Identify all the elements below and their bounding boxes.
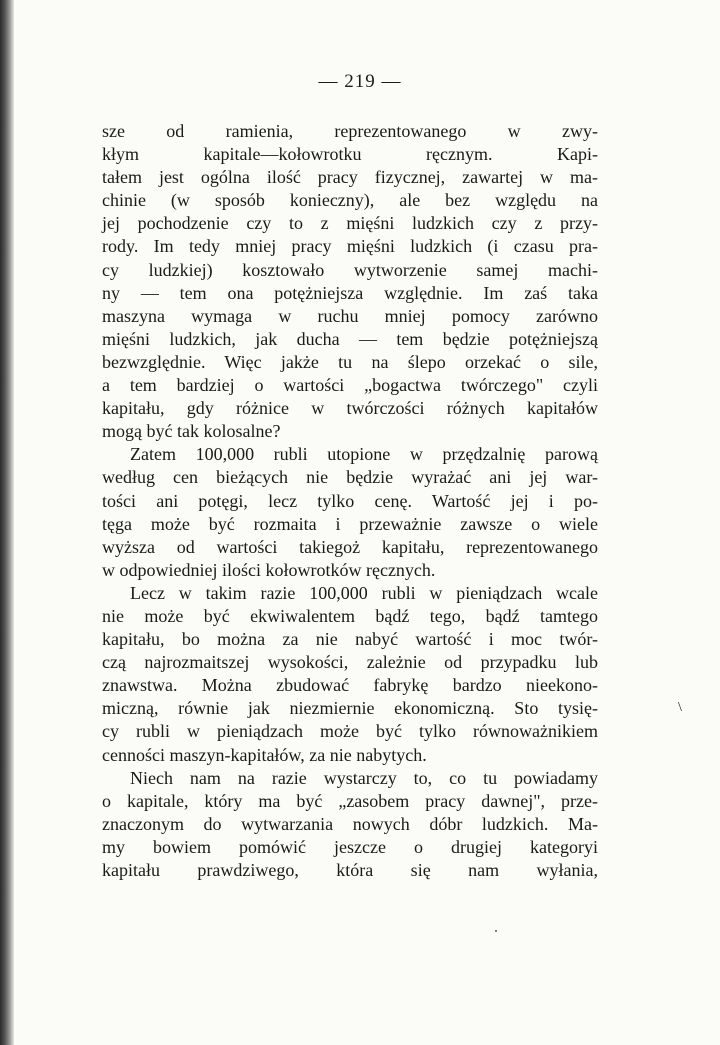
text-line: wyższa od wartości takiegoż kapitału, reprezentowanego	[102, 536, 598, 557]
text-line: jej pochodzenie czy to z mięśni ludzkich czy z przy-	[102, 213, 598, 234]
text-line: o kapitale, który ma być „zasobem pracy dawnej", prze-	[102, 790, 598, 811]
ink-speck	[495, 930, 497, 932]
text-line: znawstwa. Można zbudować fabrykę bardzo nieekono-	[102, 675, 598, 696]
text-line: cy ludzkiej) kosztowało wytworzenie samej machi-	[102, 259, 598, 280]
text-line: miczną, równie jak niezmiernie ekonomiczną. Sto tysię-	[102, 698, 598, 719]
text-line: według cen bieżących nie będzie wyrażać ani jej war-	[102, 467, 598, 488]
text-line: tości ani potęgi, lecz tylko cenę. Wartość jej i po-	[102, 490, 598, 511]
text-line: a tem bardziej o wartości „bogactwa twórczego" czyli	[102, 375, 598, 396]
text-line: mięśni ludzkich, jak ducha — tem będzie potężniejszą	[102, 328, 598, 349]
text-line: kapitału, gdy różnice w twórczości różnych kapitałów	[102, 398, 598, 419]
text-line: cenności maszyn-kapitałów, za nie nabytych.	[102, 744, 427, 765]
text-line: Lecz w takim razie 100,000 rubli w pieniądzach wcale	[130, 582, 598, 603]
text-line: Zatem 100,000 rubli utopione w przędzalnię parową	[130, 444, 598, 465]
margin-mark: \	[678, 700, 682, 715]
page-number: — 219 —	[318, 71, 402, 92]
text-line: maszyna wymaga w ruchu mniej pomocy zarówno	[102, 305, 598, 326]
book-binding-edge	[0, 0, 14, 1045]
text-line: cy rubli w pieniądzach może być tylko równoważnikiem	[102, 721, 598, 742]
text-line: sze od ramienia, reprezentowanego w zwy-	[102, 121, 598, 141]
text-line: chinie (w sposób konieczny), ale bez względu na	[102, 190, 598, 211]
text-line: mogą być tak kolosalne?	[102, 421, 281, 442]
text-line: ny — tem ona potężniejsza względnie. Im zaś taka	[102, 282, 598, 303]
text-line: kapitału prawdziwego, która się nam wyłania,	[102, 860, 598, 880]
text-line: bezwzględnie. Więc jakże tu na ślepo orzekać o sile,	[102, 351, 598, 372]
text-line: tęga może być rozmaita i przeważnie zawsze o wiele	[102, 513, 598, 534]
text-line: w odpowiedniej ilości kołowrotków ręcznych.	[102, 559, 436, 580]
text-line: rody. Im tedy mniej pracy mięśni ludzkich (i czasu pra-	[102, 236, 598, 257]
text-line: my bowiem pomówić jeszcze o drugiej kategoryi	[102, 836, 598, 857]
text-line: nie może być ekwiwalentem bądź tego, bądź tamtego	[102, 605, 598, 626]
text-line: znaczonym do wytwarzania nowych dóbr ludzkich. Ma-	[102, 813, 598, 834]
text-line: kapitału, bo można za nie nabyć wartość i moc twór-	[102, 629, 598, 650]
text-line: tałem jest ogólna ilość pracy fizycznej, zawartej w ma-	[102, 167, 598, 188]
text-line: kłym kapitale—kołowrotku ręcznym. Kapi-	[102, 144, 598, 165]
text-line: Niech nam na razie wystarczy to, co tu powiadamy	[130, 767, 598, 788]
body-text	[102, 120, 598, 882]
text-line: czą najrozmaitszej wysokości, zależnie od przypadku lub	[102, 652, 598, 673]
